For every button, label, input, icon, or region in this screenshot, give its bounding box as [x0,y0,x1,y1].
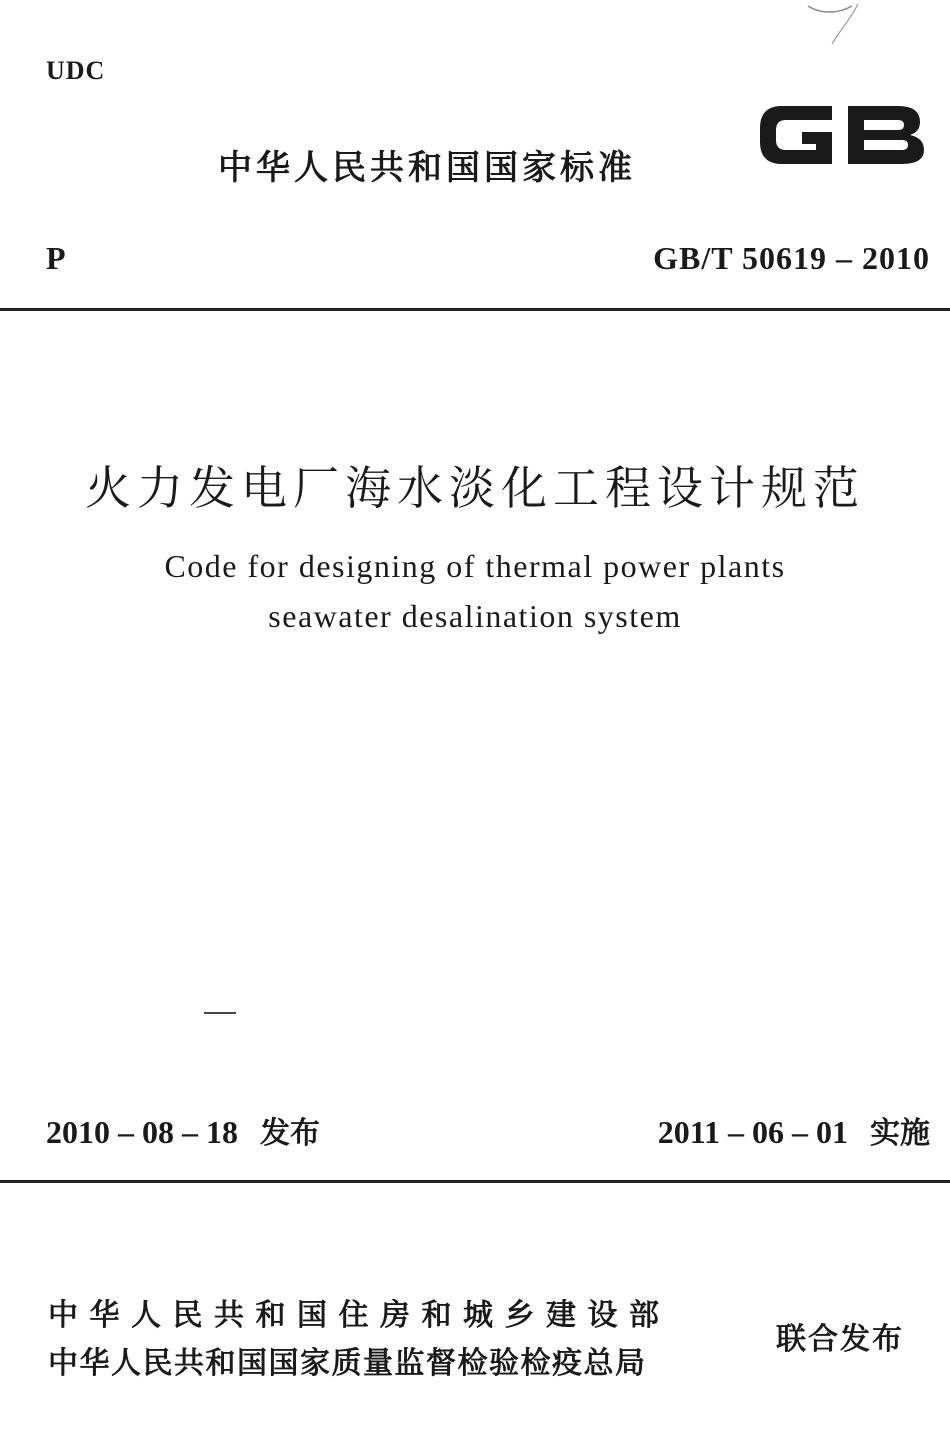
issuer-aqsiq: 中华人民共和国国家质量监督检验检疫总局 [48,1346,647,1381]
implementation-date: 2011 – 06 – 01 [657,1114,848,1150]
handwritten-mark [800,0,880,50]
issue-date-block [46,1108,320,1152]
implementation-label: 实施 [870,1116,930,1151]
bottom-divider [0,1180,950,1183]
udc-label: UDC [46,56,106,85]
stray-mark [204,1012,236,1014]
title-english-line2: seawater desalination system [268,598,682,634]
standard-number: GB/T 50619 – 2010 [653,240,930,276]
issue-date: 2010 – 08 – 18 [46,1114,238,1150]
gb-logo [752,88,932,180]
title-chinese: 火力发电厂海水淡化工程设计规范 [85,461,865,515]
issue-label: 发布 [260,1116,320,1151]
implementation-date-block [658,1108,930,1152]
joint-issue-label: 联合发布 [776,1322,904,1357]
issuer-ministry-housing: 中华人民共和国住房和城乡建设部 [48,1298,671,1333]
national-standard-heading: 中华人民共和国国家标准 [218,148,636,188]
top-divider [0,308,950,311]
title-english-line1: Code for designing of thermal power plants [164,548,786,584]
classification-code: P [46,240,66,276]
